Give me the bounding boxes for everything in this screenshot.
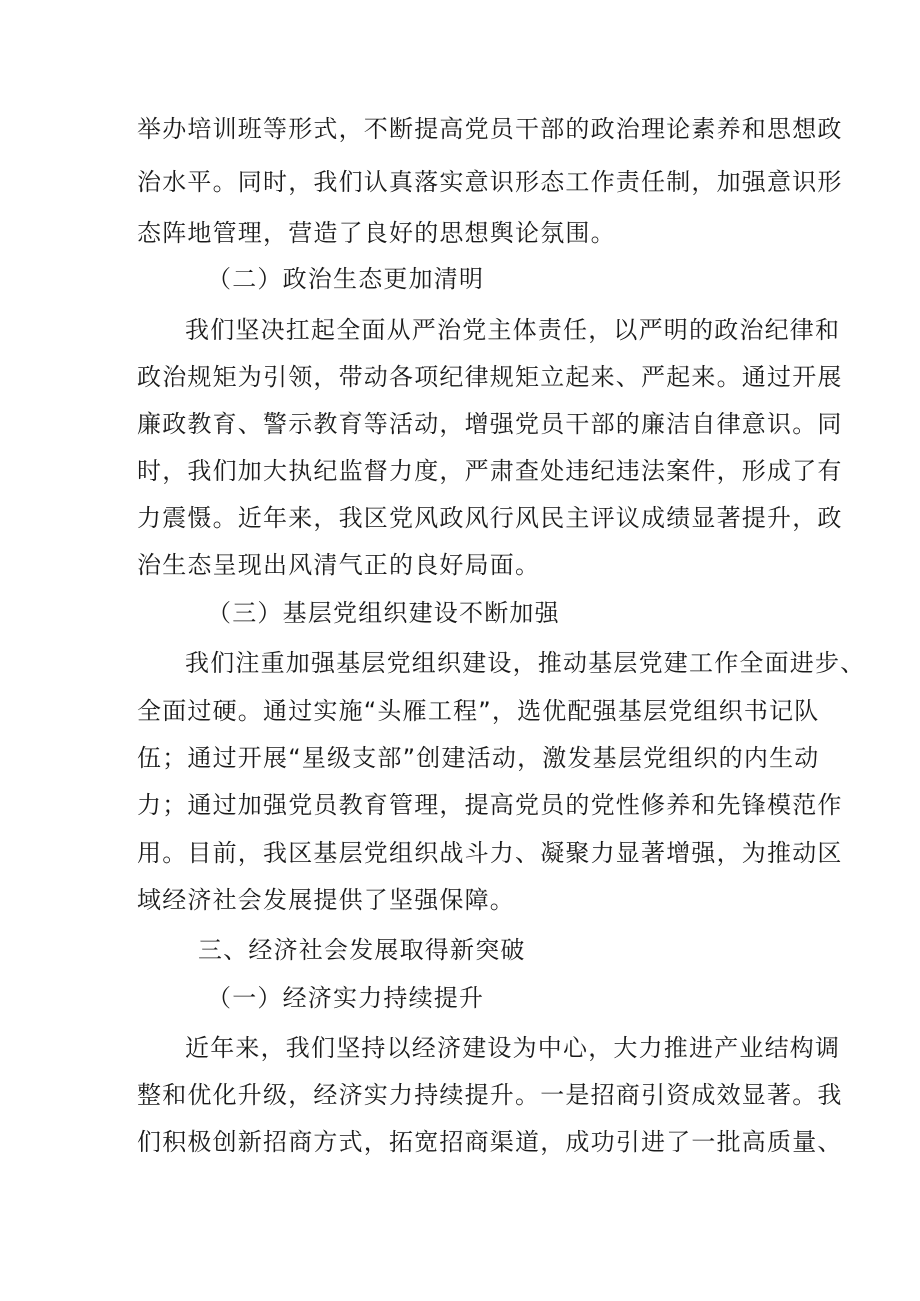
body-text-line: 全面过硬。通过实施“头雁工程”，选优配强基层党组织书记队 (137, 697, 820, 725)
body-text-line: 我们注重加强基层党组织建设，推动基层党建工作全面进步、 (185, 649, 866, 677)
subsection-heading: （二）政治生态更加清明 (207, 265, 485, 293)
body-text-line: 伍；通过开展“星级支部”创建活动，激发基层党组织的内生动 (137, 744, 820, 772)
body-text-line: 整和优化升级，经济实力持续提升。一是招商引资成效显著。我 (137, 1081, 843, 1109)
body-text-line: 举办培训班等形式，不断提高党员干部的政治理论素养和思想政 (137, 115, 843, 143)
body-text-line: 用。目前，我区基层党组织战斗力、凝聚力显著增强，为推动区 (137, 839, 843, 867)
section-heading: 三、经济社会发展取得新突破 (198, 936, 526, 964)
body-text-line: 廉政教育、警示教育等活动，增强党员干部的廉洁自律意识。同 (137, 410, 843, 438)
body-text-line: 域经济社会发展提供了坚强保障。 (137, 886, 515, 914)
subsection-heading: （一）经济实力持续提升 (207, 984, 485, 1012)
body-text-line: 治水平。同时，我们认真落实意识形态工作责任制，加强意识形 (137, 168, 843, 196)
body-text-line: 态阵地管理，营造了良好的思想舆论氛围。 (137, 219, 616, 247)
body-text-line: 力震慑。近年来，我区党风政风行风民主评议成绩显著提升，政 (137, 504, 843, 532)
body-text-line: 力；通过加强党员教育管理，提高党员的党性修养和先锋模范作 (137, 791, 843, 819)
body-text-line: 们积极创新招商方式，拓宽招商渠道，成功引进了一批高质量、 (137, 1128, 843, 1156)
body-text-line: 政治规矩为引领，带动各项纪律规矩立起来、严起来。通过开展 (137, 363, 843, 391)
body-text-line: 近年来，我们坚持以经济建设为中心，大力推进产业结构调 (185, 1034, 841, 1062)
body-text-line: 我们坚决扛起全面从严治党主体责任，以严明的政治纪律和 (185, 316, 841, 344)
body-text-line: 治生态呈现出风清气正的良好局面。 (137, 551, 541, 579)
subsection-heading: （三）基层党组织建设不断加强 (207, 599, 560, 627)
body-text-line: 时，我们加大执纪监督力度，严肃查处违纪违法案件，形成了有 (137, 457, 843, 485)
